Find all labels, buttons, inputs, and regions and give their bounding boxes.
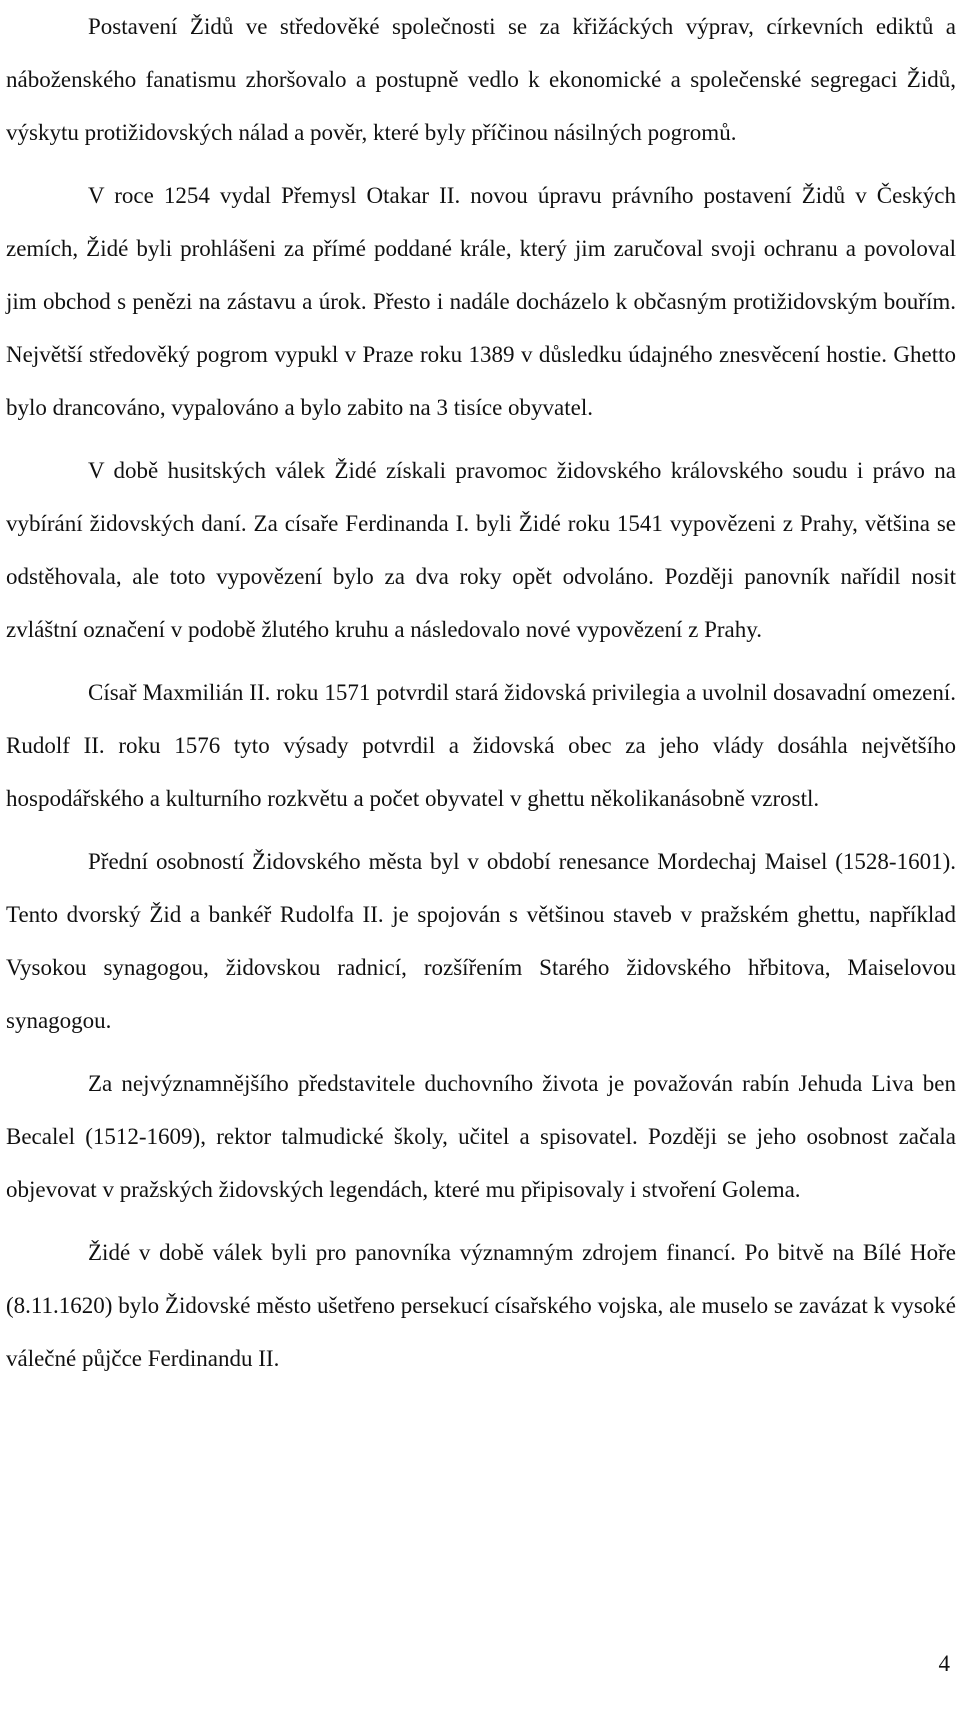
paragraph: Židé v době válek byli pro panovníka významným zdrojem financí. Po bitvě na Bílé Hoře (8.11.1620) bylo Židovské město ušetřeno persekucí císařského vojska, ale muselo se zavázat k vysoké válečné půjčce Ferdinandu II. [6,1240,956,1371]
paragraph: Císař Maxmilián II. roku 1571 potvrdil stará židovská privilegia a uvolnil dosavadní omezení. Rudolf II. roku 1576 tyto výsady potvrdil a židovská obec za jeho vlády dosáhla největšího hospodářského a kulturního rozkvětu a počet obyvatel v ghettu několikanásobně vzrostl. [6,680,956,811]
paragraph: Přední osobností Židovského města byl v období renesance Mordechaj Maisel (1528-1601). Tento dvorský Žid a bankéř Rudolfa II. je spojován s většinou staveb v pražském ghettu, například Vysokou synagogou, židovskou radnicí, rozšířením Starého židovského hřbitova, Maiselovou synagogou. [6,849,956,1033]
page-number: 4 [938,1651,950,1676]
document-body [6,0,956,1395]
paragraph: V roce 1254 vydal Přemysl Otakar II. novou úpravu právního postavení Židů v Českých zemích, Židé byli prohlášeni za přímé poddané krále, který jim zaručoval svoji ochranu a povoloval jim obchod s penězi na zástavu a úrok. Přesto i nadále docházelo k občasným protižidovským bouřím. Největší středověký pogrom vypukl v Praze roku 1389 v důsledku údajného znesvěcení hostie. Ghetto bylo drancováno, vypalováno a bylo zabito na 3 tisíce obyvatel. [6,183,956,420]
paragraph: Postavení Židů ve středověké společnosti se za křižáckých výprav, církevních ediktů a náboženského fanatismu zhoršovalo a postupně vedlo k ekonomické a společenské segregaci Židů, výskytu protižidovských nálad a pověr, které byly příčinou násilných pogromů. [6,14,956,145]
paragraph: Za nejvýznamnějšího představitele duchovního života je považován rabín Jehuda Liva ben Becalel (1512-1609), rektor talmudické školy, učitel a spisovatel. Později se jeho osobnost začala objevovat v pražských židovských legendách, které mu připisovaly i stvoření Golema. [6,1071,956,1202]
paragraph: V době husitských válek Židé získali pravomoc židovského královského soudu i právo na vybírání židovských daní. Za císaře Ferdinanda I. byli Židé roku 1541 vypovězeni z Prahy, většina se odstěhovala, ale toto vypovězení bylo za dva roky opět odvoláno. Později panovník nařídil nosit zvláštní označení v podobě žlutého kruhu a následovalo nové vypovězení z Prahy. [6,458,956,642]
